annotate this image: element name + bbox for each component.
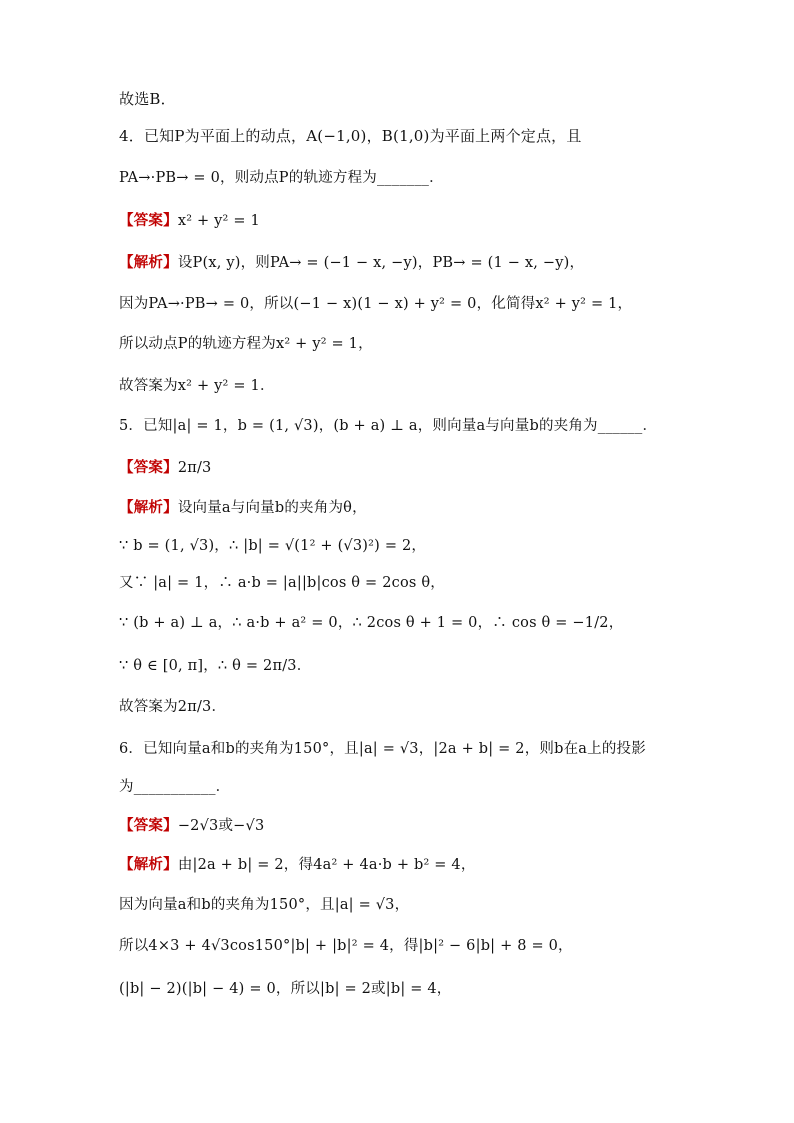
text-line: PA→·PB→ = 0，则动点P的轨迹方程为_______． xyxy=(119,170,444,186)
analysis-line: 【解析】由|2a + b| = 2，得4a² + 4a·b + b² = 4， xyxy=(119,857,476,873)
text-line: ∵ b = (1, √3)，∴ |b| = √(1² + (√3)²) = 2， xyxy=(119,538,427,554)
analysis-line: 【解析】设向量a与向量b的夹角为θ， xyxy=(119,500,367,516)
text-line: 因为向量a和b的夹角为150°，且|a| = √3， xyxy=(119,897,410,913)
text-line: (|b| − 2)(|b| − 4) = 0，所以|b| = 2或|b| = 4， xyxy=(119,981,452,997)
text-line: 故答案为x² + y² = 1． xyxy=(119,378,275,394)
answer-line: 【答案】−2√3或−√3 xyxy=(119,818,265,834)
answer-tag: 【答案】 xyxy=(119,460,178,476)
text-line: 又∵ |a| = 1，∴ a·b = |a||b|cos θ = 2cos θ， xyxy=(119,575,445,591)
text-line: ∵ θ ∈ [0, π]，∴ θ = 2π/3． xyxy=(119,658,312,674)
text-line: 所以动点P的轨迹方程为x² + y² = 1， xyxy=(119,336,373,352)
answer-line: 【答案】x² + y² = 1 xyxy=(119,213,260,229)
text-line: 所以4×3 + 4√3cos150°|b| + |b|² = 4，得|b|² − 6|b| + 8 = 0， xyxy=(119,938,573,954)
analysis-line: 【解析】设P(x, y)，则PA→ = (−1 − x, −y)，PB→ = (1 − x, −y)， xyxy=(119,255,585,271)
analysis-tag: 【解析】 xyxy=(119,500,178,516)
question-4: 4．已知P为平面上的动点，A(−1,0)，B(1,0)为平面上两个定点，且 xyxy=(119,127,582,145)
analysis-tag: 【解析】 xyxy=(119,255,178,271)
text-line: 故答案为2π/3． xyxy=(119,699,227,715)
question-6: 6．已知向量a和b的夹角为150°，且|a| = √3，|2a + b| = 2，则b在a上的投影 xyxy=(119,741,646,757)
analysis-tag: 【解析】 xyxy=(119,857,178,873)
question-5: 5．已知|a| = 1，b = (1, √3)，(b + a) ⊥ a，则向量a与向量b的夹角为______． xyxy=(119,418,658,434)
answer-line: 【答案】2π/3 xyxy=(119,460,212,476)
text-line: 为___________． xyxy=(119,779,231,795)
text-line: 因为PA→·PB→ = 0，所以(−1 − x)(1 − x) + y² = 0，化简得x² + y² = 1， xyxy=(119,296,633,312)
text-line: ∵ (b + a) ⊥ a，∴ a·b + a² = 0，∴ 2cos θ + 1 = 0，∴ cos θ = −1/2， xyxy=(119,615,624,631)
answer-tag: 【答案】 xyxy=(119,213,178,229)
answer-tag: 【答案】 xyxy=(119,818,178,834)
text-line: 故选B． xyxy=(119,90,176,108)
